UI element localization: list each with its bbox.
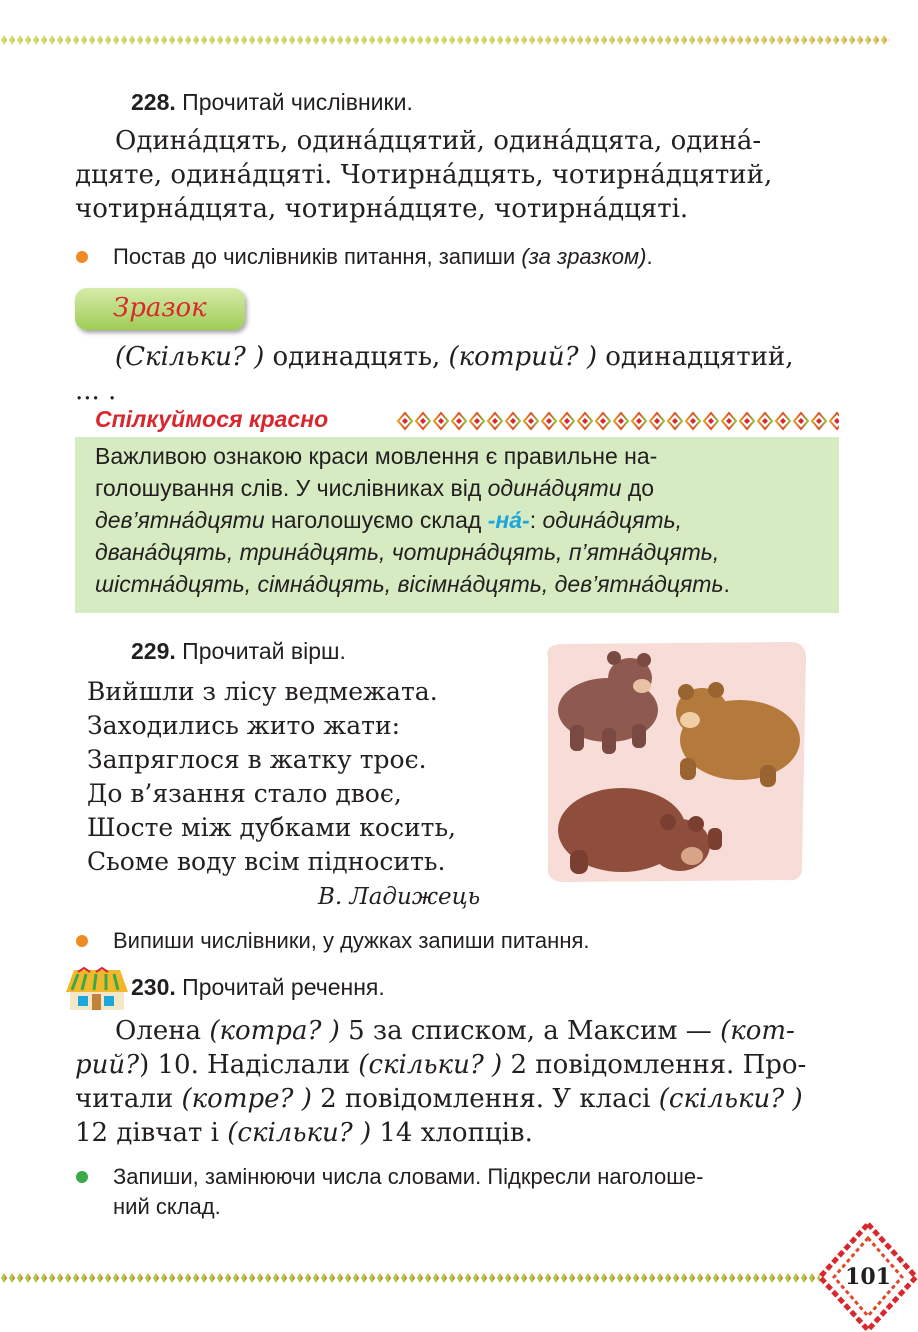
question: рий? bbox=[75, 1050, 140, 1080]
exercise-229-task: Випиши числівники, у дужках запиши питання. bbox=[113, 928, 590, 953]
exercise-228-text bbox=[75, 124, 839, 226]
poem-author: В. Ладижець bbox=[318, 884, 481, 910]
note-italic: двана́дцять, трина́дцять, чотирна́дцять, п’ятна́дцять, bbox=[95, 539, 720, 565]
orange-bullet-icon bbox=[76, 935, 88, 947]
poem-line: До в’язання стало двоє, bbox=[87, 779, 402, 808]
exercise-229-heading bbox=[131, 638, 346, 665]
exercise-title: Прочитай числівники. bbox=[182, 89, 413, 115]
green-bullet-icon bbox=[76, 1171, 88, 1183]
text-span: ) 10. Надіслали bbox=[139, 1050, 359, 1080]
note-line: наголошуємо склад bbox=[264, 507, 488, 533]
text-line: Одина́дцять, одина́дцятий, одина́дцята, одина́- bbox=[115, 126, 762, 156]
note-line: : bbox=[529, 507, 543, 533]
poem-line: Сьоме воду всім підносить. bbox=[87, 847, 446, 876]
text-span: 5 за списком, а Максим — bbox=[339, 1016, 721, 1046]
exercise-title: Прочитай вірш. bbox=[182, 638, 346, 664]
task-line: Запиши, замінюючи числа словами. Підкресли наголоше- bbox=[113, 1164, 704, 1189]
house-icon bbox=[64, 966, 130, 1012]
note-line: до bbox=[621, 475, 655, 501]
note-title: Спілкуймося красно bbox=[95, 406, 329, 432]
text-span: читали bbox=[75, 1084, 182, 1114]
exercise-230-text bbox=[75, 1014, 839, 1150]
poem-line: Шосте між дубками косить, bbox=[87, 813, 457, 842]
sample-question: (Скільки? ) bbox=[115, 342, 265, 372]
text-line: дцяте, одина́дцяті. Чотирна́дцять, чотирна́дцятий, bbox=[75, 160, 773, 190]
poem bbox=[87, 675, 456, 879]
bottom-ornament-border bbox=[0, 1272, 918, 1284]
exercise-230-task bbox=[113, 1162, 839, 1222]
sample-label-badge bbox=[75, 288, 245, 330]
note-italic: одина́дцяти bbox=[487, 475, 622, 501]
question: (котре? ) bbox=[181, 1084, 312, 1114]
sample-text bbox=[75, 340, 839, 408]
sample-ellipsis: ... . bbox=[75, 376, 117, 406]
question: (скільки? ) bbox=[658, 1084, 803, 1114]
bears-illustration bbox=[540, 640, 808, 884]
exercise-number: 229. bbox=[131, 638, 176, 664]
note-italic: одина́дцять, bbox=[542, 507, 683, 533]
note-line: голошування слів. У числівниках від bbox=[95, 475, 488, 501]
note-line: . bbox=[723, 571, 730, 597]
text-span: Олена bbox=[115, 1016, 210, 1046]
note-line: Важливою ознакою краси мовлення є правильне на- bbox=[95, 443, 658, 469]
text-span: 14 хлопців. bbox=[371, 1118, 533, 1148]
note-italic: дев’ятна́дцяти bbox=[95, 507, 265, 533]
text-span: 12 дівчат і bbox=[75, 1118, 228, 1148]
task-line: ний склад. bbox=[113, 1194, 221, 1219]
exercise-number: 230. bbox=[131, 974, 176, 1000]
note-ornament-border bbox=[396, 411, 839, 431]
exercise-title: Прочитай речення. bbox=[182, 974, 385, 1000]
task-text: Постав до числівників питання, запиши bbox=[113, 244, 516, 269]
task-hint: (за зразком) bbox=[521, 244, 647, 269]
top-ornament-border bbox=[0, 34, 918, 46]
page-number: 101 bbox=[845, 1264, 891, 1290]
note-italic: шістна́дцять, сімна́дцять, вісімна́дцять, дев’ятна́дцять bbox=[95, 571, 724, 597]
sample-question: (котрий? ) bbox=[448, 342, 597, 372]
sample-word: одинадцятий, bbox=[596, 342, 794, 372]
exercise-228-heading bbox=[131, 89, 413, 116]
sample-label: Зразок bbox=[113, 293, 207, 323]
exercise-number: 228. bbox=[131, 89, 176, 115]
question: (котра? ) bbox=[209, 1016, 340, 1046]
poem-line: Запряглося в жатку троє. bbox=[87, 745, 427, 774]
question: (скільки? ) bbox=[358, 1050, 503, 1080]
stressed-syllable: -на́- bbox=[487, 507, 530, 533]
exercise-230-heading bbox=[131, 974, 385, 1001]
exercise-228-task bbox=[113, 242, 653, 272]
text-line: чотирна́дцята, чотирна́дцяте, чотирна́дцяті. bbox=[75, 194, 689, 224]
note-text bbox=[95, 440, 837, 600]
question: (кот- bbox=[720, 1016, 795, 1046]
orange-bullet-icon bbox=[76, 251, 88, 263]
sample-word: одинадцять, bbox=[264, 342, 449, 372]
task-end: . bbox=[646, 244, 653, 269]
text-span: 2 повідомлення. У класі bbox=[311, 1084, 659, 1114]
question: (скільки? ) bbox=[227, 1118, 372, 1148]
poem-line: Вийшли з лісу ведмежата. bbox=[87, 677, 438, 706]
poem-line: Заходились жито жати: bbox=[87, 711, 401, 740]
text-span: 2 повідомлення. Про- bbox=[502, 1050, 807, 1080]
